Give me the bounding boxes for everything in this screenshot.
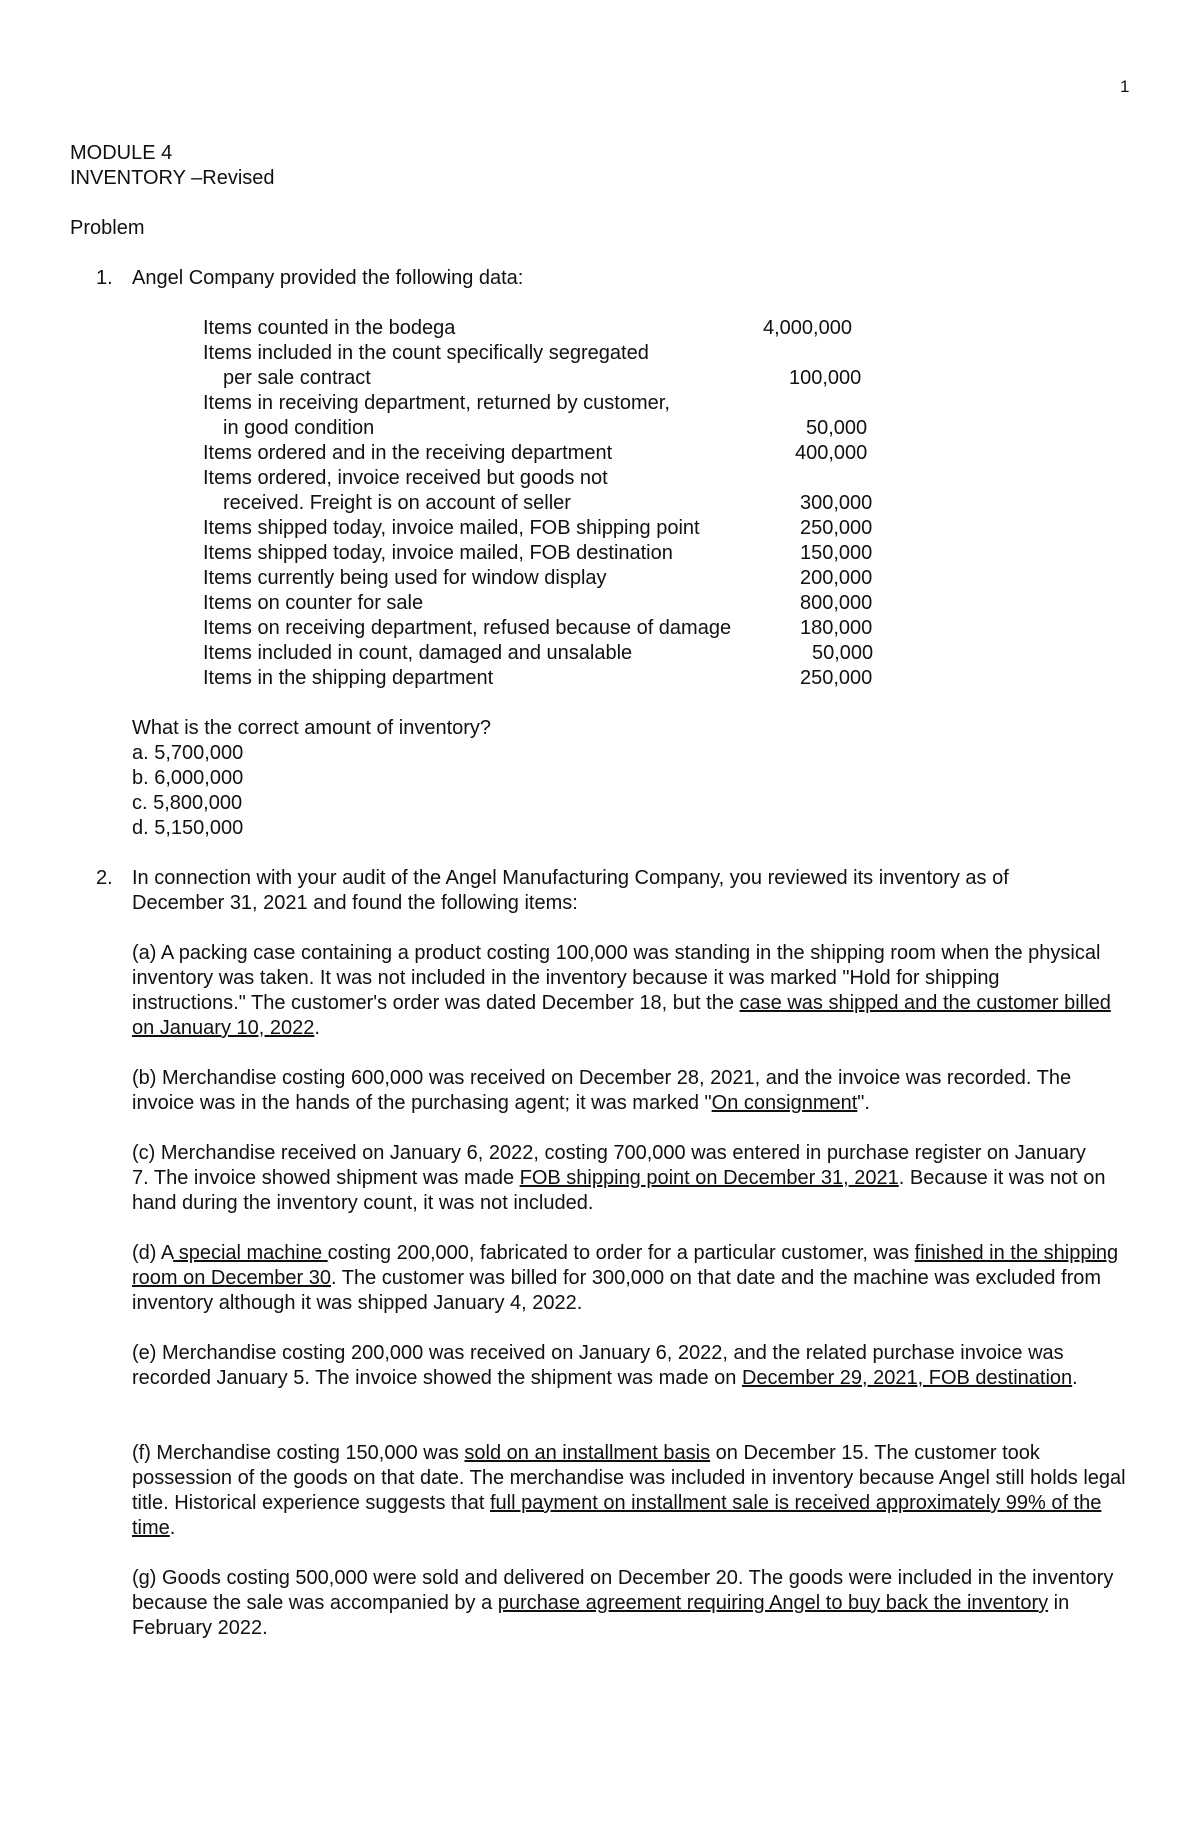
item-a [132,941,1112,1041]
item-d-text: (d) A [132,1242,174,1264]
table-row-label: Items on counter for sale [203,592,424,614]
item-b [132,1066,1132,1116]
table-row-value: 250,000 [800,667,873,689]
item-f-text: (f) Merchandise costing 150,000 was [132,1442,465,1464]
item-d-underlined: special machine [173,1242,328,1264]
table-row-value: 200,000 [800,567,873,589]
item-d-underlined-2: finished in the shipping room on December 30 [132,1242,1119,1289]
module-title: MODULE 4 [70,142,173,164]
item-d-text-end: . The customer was billed for 300,000 on that date and the machine was excluded from inventory although it was shipped January 4, 2022. [132,1267,1102,1314]
item-e-underlined: December 29, 2021, FOB destination [741,1367,1073,1389]
table-row-label: Items currently being used for window display [203,567,607,589]
table-row-value: 300,000 [800,492,873,514]
item-g-text-end: in February 2022. [132,1592,1070,1639]
table-row-value: 50,000 [812,642,874,664]
table-row-value: 150,000 [800,542,873,564]
item-e [132,1341,1107,1391]
table-row-value: 180,000 [800,617,873,639]
answer-choice-d: d. 5,150,000 [132,817,244,839]
item-g [132,1566,1132,1641]
answer-choice-c: c. 5,800,000 [132,792,243,814]
item-c-text-end: . Because it was not on hand during the inventory count, it was not included. [132,1167,1106,1214]
table-row-value: 4,000,000 [763,317,852,339]
table-row-label: Items ordered, invoice received but goods not [203,467,608,489]
module-subtitle: INVENTORY –Revised [70,167,275,189]
item-b-underlined: On consignment [711,1092,858,1114]
item-g-underlined: purchase agreement requiring Angel to buy back the inventory [497,1592,1049,1614]
item-c [132,1141,1107,1216]
item-e-text: (e) Merchandise costing 200,000 was received on January 6, 2022, and the related purchase invoice was recorded January 5. The invoice showed the shipment was made on [132,1342,1064,1389]
item-d-text-2: costing 200,000, fabricated to order for a particular customer, was [327,1242,915,1264]
item-b-text: (b) Merchandise costing 600,000 was received on December 28, 2021, and the invoice was recorded. The invoice was in the hands of the purchasing agent; it was marked " [132,1067,1072,1114]
table-row-label: Items ordered and in the receiving department [203,442,613,464]
table-row-value: 250,000 [800,517,873,539]
item-f-underlined-2: full payment on installment sale is received approximately 99% of the time [132,1492,1102,1539]
table-row-label: Items counted in the bodega [203,317,456,339]
item-a-text: (a) A packing case containing a product costing 100,000 was standing in the shipping room when the physical inventory was taken. It was not included in the inventory because it was marked "Hold for shipping instructions." The customer's order was dated December 18, but the [132,942,1101,1014]
table-row-value: 400,000 [795,442,868,464]
item-e-text-end: . [1072,1367,1078,1389]
item-c-underlined: FOB shipping point on December 31, 2021 [519,1167,899,1189]
item-f-underlined: sold on an installment basis [464,1442,711,1464]
item-g-text: (g) Goods costing 500,000 were sold and delivered on December 20. The goods were included in the inventory because the sale was accompanied by a [132,1567,1114,1614]
table-row-label: Items in the shipping department [203,667,494,689]
item-f [132,1441,1127,1541]
answer-choice-a: a. 5,700,000 [132,742,244,764]
page-number: 1 [1120,77,1130,96]
section-heading: Problem [70,217,145,239]
question-text: What is the correct amount of inventory? [132,717,492,739]
table-row-label-cont: received. Freight is on account of seller [223,492,571,514]
item-a-underlined: case was shipped and the customer billed on January 10, 2022 [132,992,1111,1039]
table-row-label: Items in receiving department, returned by customer, [203,392,670,414]
item-f-text-2: on December 15. The customer took possession of the goods on that date. The merchandise was included in inventory because Angel still holds legal title. Historical experience suggests that [132,1442,1126,1514]
item-f-text-end: . [169,1517,176,1539]
problem-1-number: 1. [96,267,113,289]
table-row-label: Items on receiving department, refused because of damage [203,617,732,639]
table-row-label: Items included in count, damaged and unsalable [203,642,633,664]
problem-2-intro: In connection with your audit of the Angel Manufacturing Company, you reviewed its inventory as of December 31, 2021 and found the following items: [132,867,1009,914]
problem-1-intro: Angel Company provided the following data: [132,267,524,289]
answer-choice-b: b. 6,000,000 [132,767,244,789]
table-row-label-cont: in good condition [223,417,375,439]
table-row-label: Items shipped today, invoice mailed, FOB destination [203,542,673,564]
item-a-text-end: . [314,1017,320,1039]
table-row-value: 50,000 [806,417,868,439]
table-row-value: 100,000 [789,367,862,389]
table-row-label-cont: per sale contract [223,367,371,389]
problem-2-number: 2. [96,867,113,889]
table-row-label: Items shipped today, invoice mailed, FOB shipping point [203,517,700,539]
item-c-text: (c) Merchandise received on January 6, 2022, costing 700,000 was entered in purchase register on January 7. The invoice showed shipment was made [132,1142,1086,1189]
item-d [132,1241,1132,1316]
table-row-label: Items included in the count specifically segregated [203,342,649,364]
item-b-text-end: ". [857,1092,870,1114]
table-row-value: 800,000 [800,592,873,614]
